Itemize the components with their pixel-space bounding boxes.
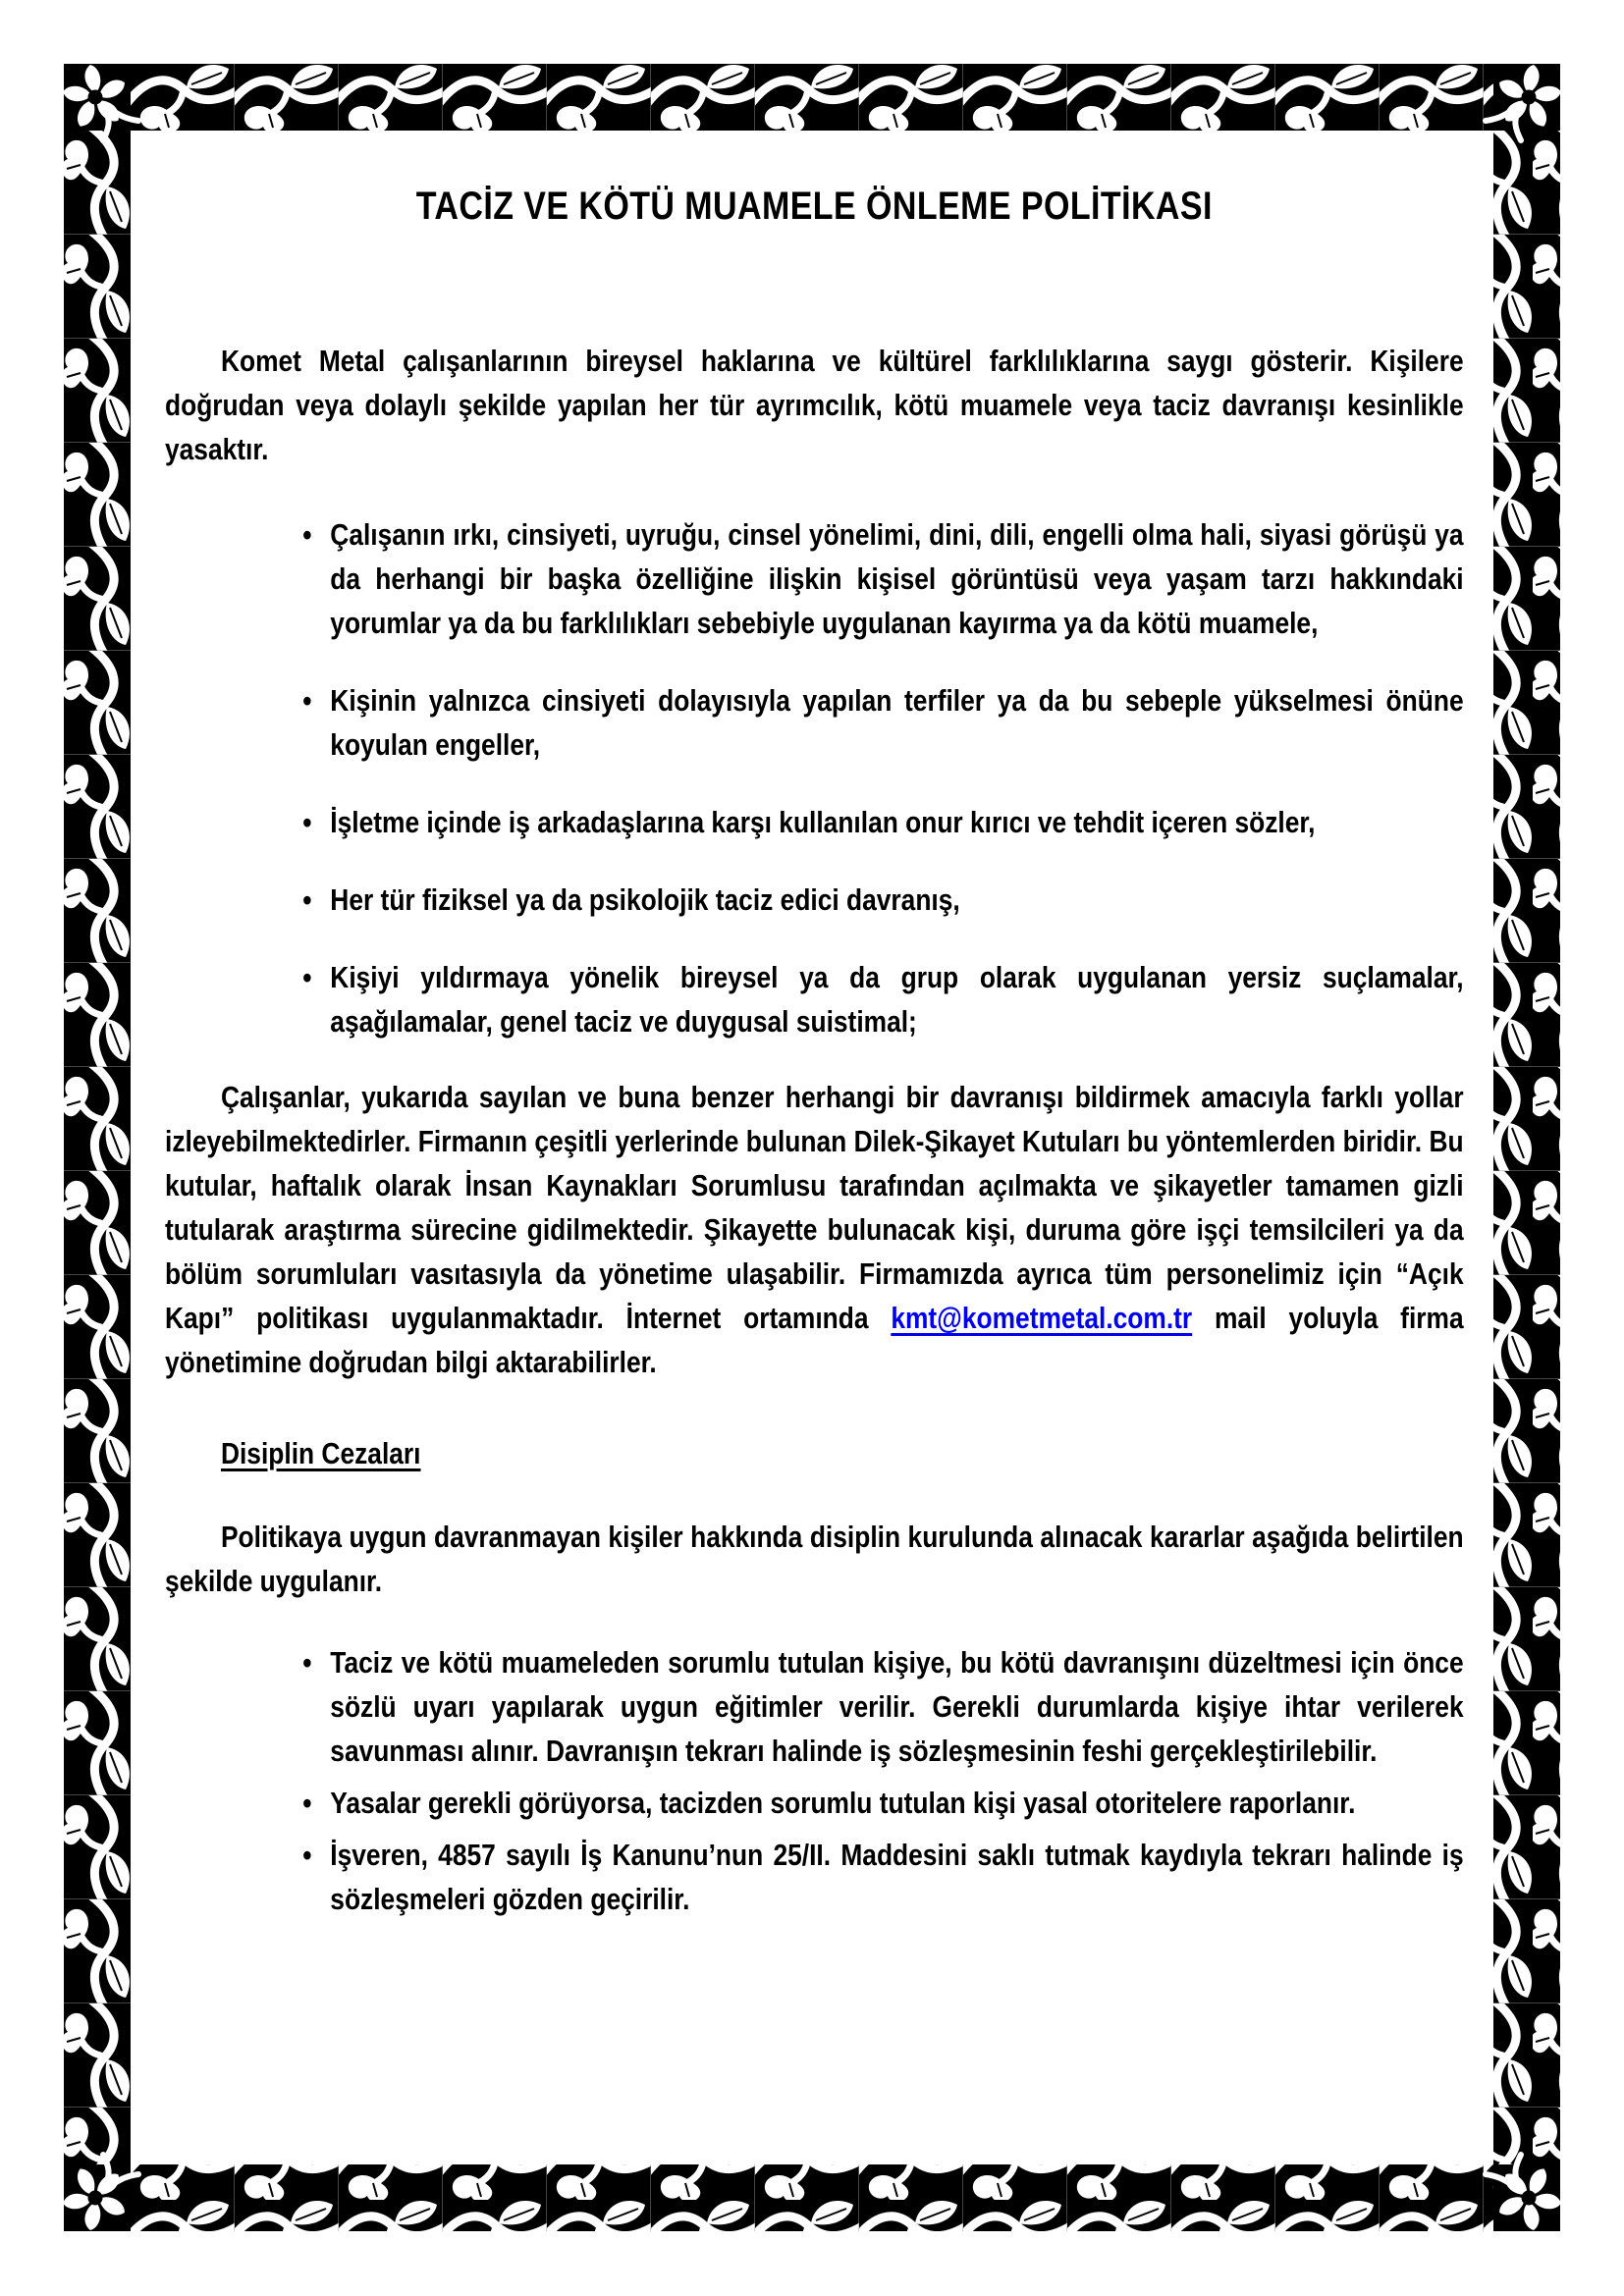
border-bottom-vine bbox=[64, 2164, 1560, 2231]
discipline-section-heading bbox=[165, 1431, 1464, 1475]
border-top-vine bbox=[64, 64, 1560, 131]
list-item: • Çalışanın ırkı, cinsiyeti, uyruğu, cinsel yönelimi, dini, dili, engelli olma hali, siyasi görüşü ya da herhangi bir başka özelliğine ilişkin kişisel görüntüsü veya yaşam tarzı hakkındaki yorumlar ya da bu farklılıkları sebebiyle uygulanan kayırma ya da kötü muamele, bbox=[330, 512, 1463, 645]
email-link[interactable]: kmt@kometmetal.com.tr bbox=[891, 1301, 1193, 1335]
prohibited-behaviors-list bbox=[165, 512, 1464, 1043]
list-item: • Kişinin yalnızca cinsiyeti dolayısıyla yapılan terfiler ya da bu sebeple yükselmesi önüne koyulan engeller, bbox=[330, 678, 1463, 767]
reporting-text-after-link: mail yoluyla firma yönetimine doğrudan bilgi aktarabilirler. bbox=[165, 1301, 1464, 1379]
border-right-vine bbox=[1493, 131, 1560, 2164]
document-content bbox=[165, 131, 1464, 1921]
corner-flower-icon bbox=[61, 64, 138, 140]
discipline-heading-text: Disiplin Cezaları bbox=[220, 1436, 421, 1470]
list-item: • İşletme içinde iş arkadaşlarına karşı kullanılan onur kırıcı ve tehdit içeren sözler, bbox=[330, 800, 1463, 844]
corner-flower-icon bbox=[1486, 2155, 1563, 2231]
list-item: • Kişiyi yıldırmaya yönelik bireysel ya da grup olarak uygulanan yersiz suçlamalar, aşağılamalar, genel taciz ve duygusal suistimal; bbox=[330, 955, 1463, 1043]
intro-paragraph: Komet Metal çalışanlarının bireysel haklarına ve kültürel farklılıklarına saygı gösterir. Kişilere doğrudan veya dolaylı şekilde yapılan her tür ayrımcılık, kötü muamele veya taciz davranışı kesinlikle yasaktır. bbox=[165, 344, 1464, 466]
corner-flower-icon bbox=[1486, 64, 1563, 140]
page-title: TACİZ VE KÖTÜ MUAMELE ÖNLEME POLİTİKASI bbox=[415, 185, 1213, 228]
list-item: • İşveren, 4857 sayılı İş Kanunu’nun 25/II. Maddesini saklı tutmak kaydıyla tekrarı halinde iş sözleşmeleri gözden geçirilir. bbox=[330, 1833, 1463, 1921]
list-item: • Yasalar gerekli görüyorsa, tacizden sorumlu tutulan kişi yasal otoritelere raporlanır. bbox=[330, 1781, 1463, 1825]
list-item: • Her tür fiziksel ya da psikolojik taciz edici davranış, bbox=[330, 878, 1463, 922]
discipline-actions-list bbox=[165, 1640, 1464, 1921]
discipline-intro-paragraph: Politikaya uygun davranmayan kişiler hakkında disiplin kurulunda alınacak kararlar aşağıda belirtilen şekilde uygulanır. bbox=[165, 1520, 1464, 1598]
border-left-vine bbox=[64, 131, 131, 2164]
list-item: • Taciz ve kötü muameleden sorumlu tutulan kişiye, bu kötü davranışını düzeltmesi için önce sözlü uyarı yapılarak uygun eğitimler verilir. Gerekli durumlarda kişiye ihtar verilerek savunması alınır. Davranışın tekrarı halinde iş sözleşmesinin feshi gerçekleştirilebilir. bbox=[330, 1640, 1463, 1773]
reporting-text-before-link: Çalışanlar, yukarıda sayılan ve buna benzer herhangi bir davranışı bildirmek amacıyla farklı yollar izleyebilmektedirler. Firmanın çeşitli yerlerinde bulunan Dilek-Şikayet Kutuları bu yöntemlerden biridir. Bu kutular, haftalık olarak İnsan Kaynakları Sorumlusu tarafından açılmakta ve şikayetler tamamen gizli tutularak araştırma sürecine gidilmektedir. Şikayette bulunacak kişi, duruma göre işçi temsilcileri ya da bölüm sorumluları vasıtasıyla da yönetime ulaşabilir. Firmamızda ayrıca tüm personelimiz için “Açık Kapı” politikası uygulanmaktadır. İnternet ortamında bbox=[165, 1080, 1464, 1335]
corner-flower-icon bbox=[61, 2155, 138, 2231]
reporting-paragraph bbox=[165, 1075, 1464, 1384]
